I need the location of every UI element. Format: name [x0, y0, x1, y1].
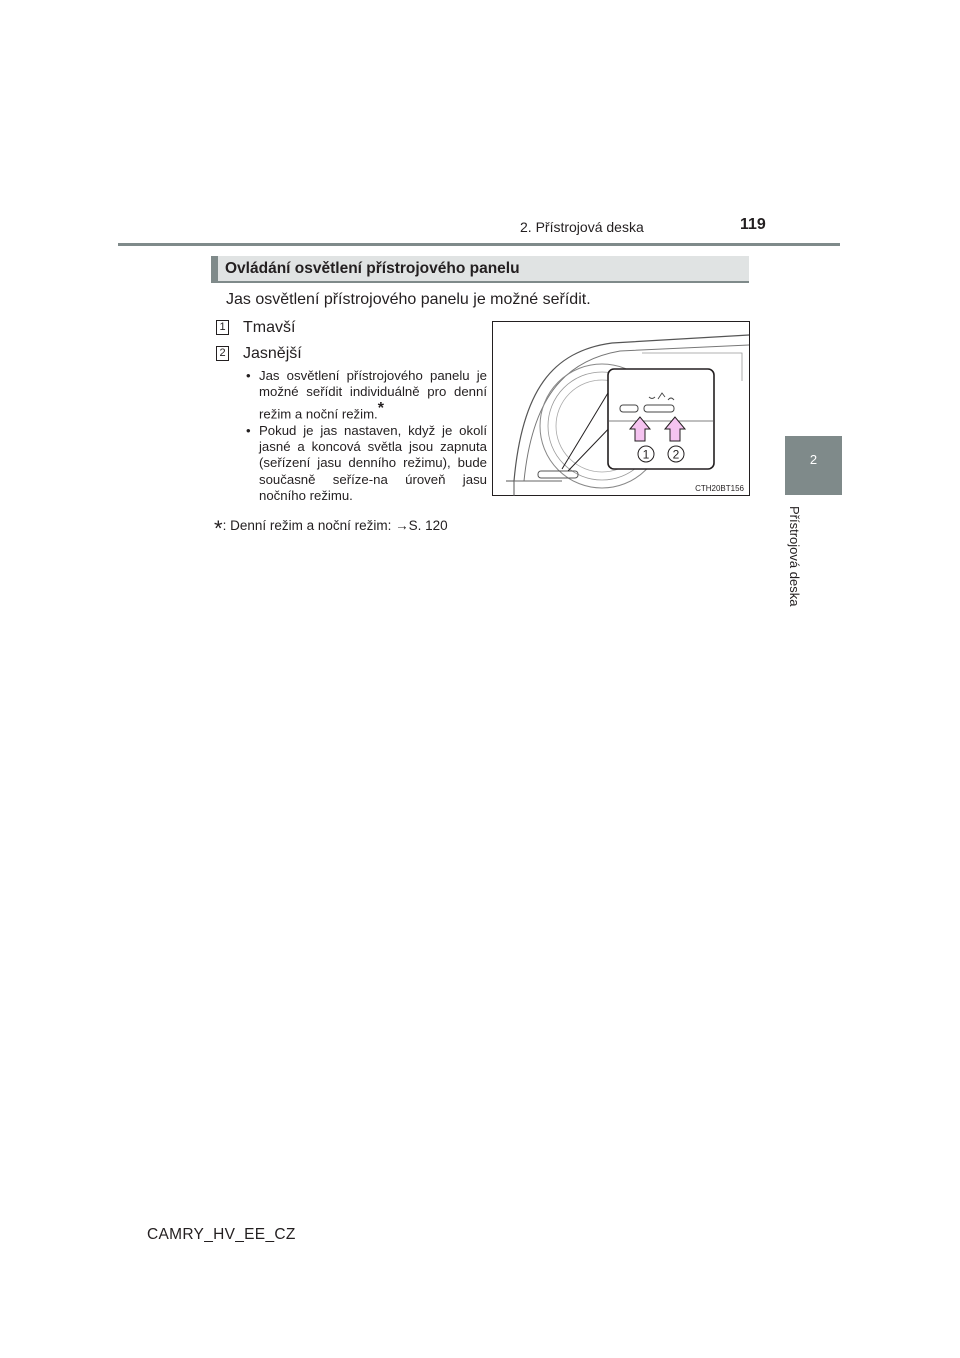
item-number-1: 1	[216, 320, 229, 335]
callout-2: 2	[672, 447, 680, 462]
footnote-reference: *	[377, 399, 384, 417]
section-heading: Ovládání osvětlení přístrojového panelu	[225, 260, 520, 277]
instrument-panel-illustration	[492, 321, 750, 496]
page-number: 119	[740, 216, 766, 233]
header-rule	[118, 243, 840, 246]
item-label-1: Tmavší	[243, 319, 296, 336]
callout-1: 1	[642, 447, 650, 462]
intro-text: Jas osvětlení přístrojového panelu je možné seřídit.	[226, 291, 591, 308]
bullet-item: • Pokud je jas nastaven, když je okolí jasné a koncová světla jsou zapnuta (seřízení jasu denního režimu), bude současně seříze-na úroveň jasu nočního režimu.	[245, 423, 487, 505]
running-header-title: 2. Přístrojová deska	[520, 219, 644, 235]
bullet-item: • Jas osvětlení přístrojového panelu je možné seřídit individuálně pro denní režim a noční režim.*	[245, 368, 487, 423]
item-number-2: 2	[216, 346, 229, 361]
footnote	[214, 516, 448, 542]
item-label-2: Jasnější	[243, 345, 302, 362]
illustration-code: CTH20BT156	[695, 484, 744, 493]
chapter-tab-title: Přístrojová deska	[787, 506, 802, 607]
document-code: CAMRY_HV_EE_CZ	[147, 1226, 296, 1243]
footnote-text: : Denní režim a noční režim: →S. 120	[222, 518, 448, 533]
chapter-tab-number: 2	[809, 452, 818, 467]
footnote-mark: *	[214, 516, 223, 541]
bullet-list	[245, 368, 487, 505]
